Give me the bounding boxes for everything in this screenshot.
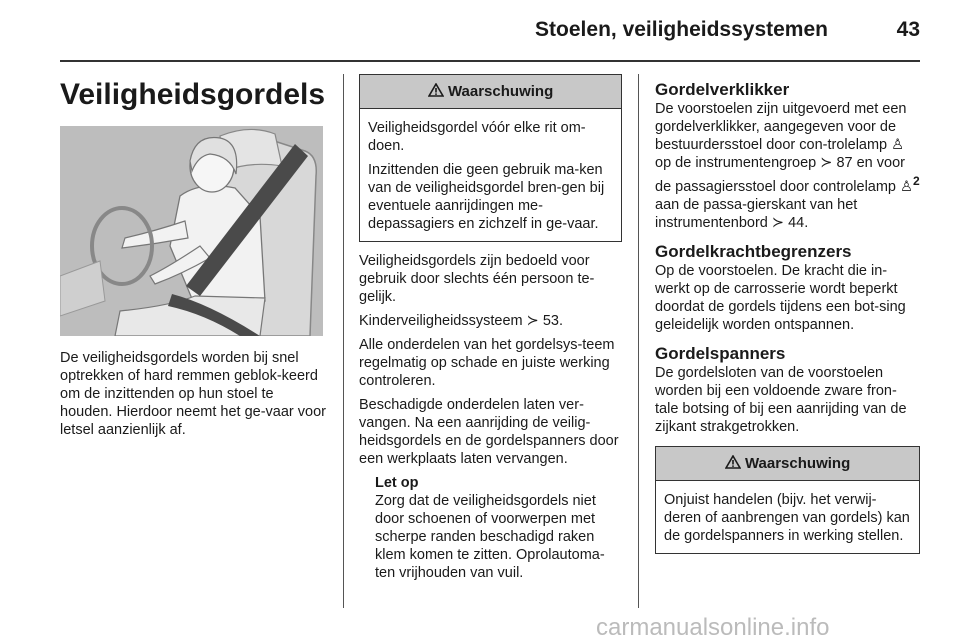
warning-triangle-icon xyxy=(725,455,745,472)
warning-header xyxy=(360,75,621,109)
seatbelt-illustration xyxy=(60,126,323,336)
warning-box-2 xyxy=(655,446,920,554)
note-title: Let op xyxy=(375,475,419,491)
header-title: Stoelen, veiligheidssystemen xyxy=(535,18,828,41)
body-paragraph: De voorstoelen zijn uitgevoerd met een gordelverklikker, aangegeven voor de bestuurdersstoel door con-trolelamp ♙ op de instrumentengroep ≻ 87 en voor de passagiersstoel door controlelamp ♙$^2$ aan de passa-gierskant van het instrumentenbord ≻ 44. xyxy=(655,101,920,231)
column-2 xyxy=(359,74,622,582)
page-reference[interactable]: 44. xyxy=(788,214,809,231)
subsection-title: Gordelkrachtbegrenzers xyxy=(655,241,852,261)
arrow-right-icon: ≻ xyxy=(771,214,785,231)
warning-paragraph: Inzittenden die geen gebruik ma-ken van de veiligheidsgordel bren-gen bij eventuele aanrijdingen me-depassagiers en zichzelf in ge-vaar. xyxy=(368,162,605,232)
body-paragraph xyxy=(359,312,622,330)
warning-title: Waarschuwing xyxy=(744,454,851,472)
warning-triangle-icon xyxy=(428,83,448,100)
section-title: Veiligheidsgordels xyxy=(60,78,326,111)
body-paragraph: De gordelsloten van de voorstoelen worden bij een voldoende zware fron-tale botsing of bij een aanrijding van de zijkant strakgetrokken. xyxy=(655,364,907,435)
driver-seatbelt-lamp-icon: ♙ xyxy=(891,137,905,153)
note-block xyxy=(375,474,622,582)
warning-paragraph: Veiligheidsgordel vóór elke rit om-doen. xyxy=(368,120,586,154)
column-1 xyxy=(60,74,328,112)
passenger-seatbelt-lamp-icon: ♙$^2$ xyxy=(900,174,920,195)
page-reference[interactable]: 87 en voor de passagiersstoel door controlelamp xyxy=(655,155,905,195)
warning-body xyxy=(656,481,919,553)
subsection-title: Gordelverklikker xyxy=(655,80,790,99)
warning-box-1 xyxy=(359,74,622,242)
arrow-right-icon: ≻ xyxy=(820,155,833,171)
subsection-title: Gordelspanners xyxy=(655,343,786,363)
header-rule xyxy=(60,60,920,62)
child-seat-link-text: Kinderveiligheidssysteem xyxy=(359,313,523,329)
note-body: Zorg dat de veiligheidsgordels niet door schoenen of voorwerpen met scherpe randen beschadigd raken klem komen te zitten. Oprolautoma-ten vrijhouden van vuil. xyxy=(375,493,605,581)
body-paragraph: Beschadigde onderdelen laten ver-vangen. Na een aanrijding de veilig-heidsgordels en de gordelspanners door een werkplaats laten vervangen. xyxy=(359,397,619,467)
body-paragraph: Op de voorstoelen. De kracht die in-werkt op de carrosserie wordt beperkt doordat de gordels tijdens een bot-sing geleidelijk worden ontspannen. xyxy=(655,262,906,333)
intro-paragraph: De veiligheidsgordels worden bij snel optrekken of hard remmen geblok-keerd om de inzittenden op hun stoel te houden. Hierdoor neemt het ge-vaar voor letsel aanzienlijk af. xyxy=(60,350,326,438)
column-divider-1 xyxy=(343,74,344,608)
page-number: 43 xyxy=(896,18,920,41)
watermark: carmanualsonline.info xyxy=(596,614,830,641)
warning-body xyxy=(360,109,621,241)
warning-title: Waarschuwing xyxy=(447,83,554,100)
warning-header xyxy=(656,447,919,481)
column-divider-2 xyxy=(638,74,639,608)
page-reference[interactable]: 53. xyxy=(542,313,563,329)
body-paragraph: Alle onderdelen van het gordelsys-teem regelmatig op schade en juiste werking controleren. xyxy=(359,337,615,389)
arrow-right-icon: ≻ xyxy=(526,313,539,329)
body-paragraph: Veiligheidsgordels zijn bedoeld voor gebruik door slechts één persoon te-gelijk. xyxy=(359,253,595,305)
column-3 xyxy=(655,74,920,554)
warning-paragraph: Onjuist handelen (bijv. het verwij-deren of aanbrengen van gordels) kan de gordelspanners in werking stellen. xyxy=(664,491,910,544)
